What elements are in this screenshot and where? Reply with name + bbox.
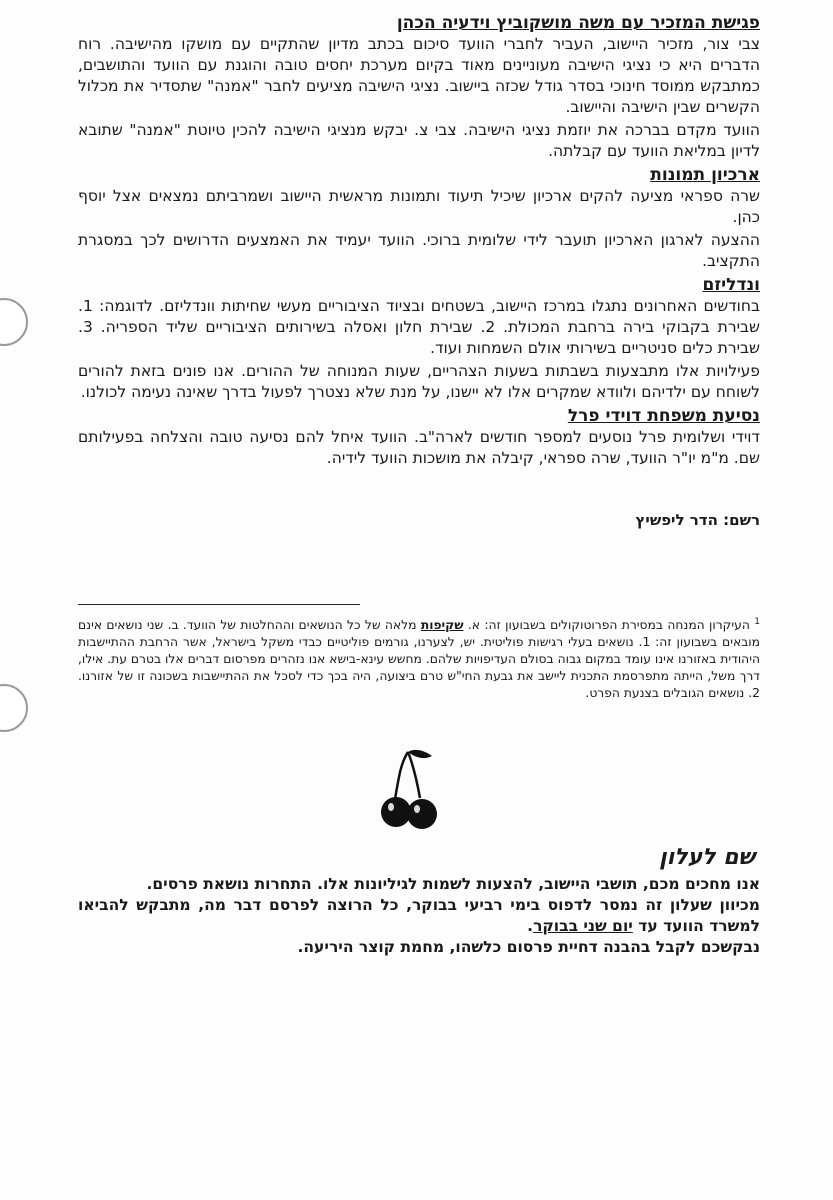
paragraph: פעילויות אלו מתבצעות בשבתות בשעות הצהריים, שעות המנוחה של ההורים. אנו פונים בזאת להורים לשוחח עם ילדיהם ולוודא שמקרים אלו לא יישנו, על מנת שלא נצטרך לפעול בדרך שאינה נעימה לכולנו. — [78, 362, 760, 401]
minutes-body — [78, 12, 760, 529]
paragraph: צבי צור, מזכיר היישוב, העביר לחברי הוועד סיכום בכתב מדיון שהתקיים עם מושקו מהישיבה. רוח הדברים היא כי נציגי הישיבה מעוניינים מאוד בקיום מערכת יחסים טובה והוגנת עם הוועד והתושבים, כמתבקש ממוסד חינוכי בסדר גודל שכזה ביישוב. נציגי הישיבה מציעים לחבר "אמנה" שתסדיר את מכלול הקשרים שבין הישיבה והיישוב. — [78, 35, 760, 116]
name-contest-body — [78, 874, 760, 958]
cherries-icon — [378, 748, 442, 834]
section-heading: פגישת המזכיר עם משה מושקוביץ וידעיה הכהן — [396, 13, 760, 33]
footnote-text: מלאה של כל הנושאים וההחלטות של הוועד. ב. שני נושאים אינם מובאים בשבועון זה: 1. נושאים בעלי רגישות פוליטית. יש, לצערנו, גורמים פוליטיים כבדי משקל בישראל, אשר הרחבת ההתיישבות היהודית באזורנו אינו עומד במקום גבוה בסולם העדיפויות שלהם. מחשש עינא-בישא אנו נזהרים מפרסום דברים אלו בטרם עת. אילו, דרך משל, הייתה מתפרסמת התכנית ליישב את גבעת החי"ש טרם ביצועה, היה בכך כדי לסכל את ההתיישבות בשכונה זו של אזורנו. 2. נושאים הגובלים בצנעת הפרט. — [78, 618, 761, 701]
paragraph: אנו מחכים מכם, תושבי היישוב, להצעות לשמות לגיליונות אלו. התחרות נושאת פרסים. — [146, 875, 760, 893]
name-contest-title: שם לעלון — [659, 845, 755, 870]
section-heading: ארכיון תמונות — [650, 165, 760, 185]
section-heading: נסיעת משפחת דוידי פרל — [567, 406, 760, 426]
section-heading: ונדליזם — [702, 275, 760, 295]
paragraph: שרה ספראי מציעה להקים ארכיון שיכיל תיעוד ותמונות מראשית היישוב ושמרביתם נמצאים אצל יוסף כהן. — [78, 187, 760, 226]
paragraph: נבקשכם לקבל בהבנה דחיית פרסום כלשהו, מחמת קוצר היריעה. — [297, 938, 760, 956]
paragraph-text: . — [527, 917, 534, 935]
footnote-marker: 1 — [754, 617, 760, 627]
paragraph: ההצעה לארגון הארכיון תועבר לידי שלומית ברוכי. הוועד יעמיד את האמצעים הדרושים לכך במסגרת התקציב. — [78, 231, 760, 270]
footnote-divider — [78, 604, 360, 605]
footnote-intro: העיקרון המנחה במסירת הפרוטוקולים בשבועון זה: א. — [463, 618, 750, 633]
punch-hole — [0, 298, 28, 346]
paragraph: הוועד מקדם בברכה את יוזמת נציגי הישיבה. צבי צ. יבקש מנציגי הישיבה להכין טיוטת "אמנה" שתובא לדיון במליאת הוועד עם קבלתה. — [78, 121, 760, 160]
paragraph: בחודשים האחרונים נתגלו במרכז היישוב, בשטחים ובציוד הציבוריים מעשי שחיתות וונדליזם. לדוגמה: 1. שבירת בקבוקי בירה ברחבת המכולת. 2. שבירת חלון ואסלה בשירותים הציבוריים שליד הספריה. 3. שבירת כלים סניטריים בשירותי אולם השמחות ועוד. — [78, 297, 760, 357]
punch-hole — [0, 684, 28, 732]
paragraph: דוידי ושלומית פרל נוסעים למספר חודשים לארה"ב. הוועד איחל להם נסיעה טובה והצלחה בפעילותם שם. מ"מ יו"ר הוועד, שרה ספראי, קיבלה את מושכות הוועד לידיה. — [78, 428, 760, 467]
recorder-signature: רשם: הדר ליפשיץ — [635, 511, 760, 529]
paragraph-text: מכיוון שעלון זה נמסר לדפוס בימי רביעי בבוקר, כל הרוצה לפרסם דבר מה, מתבקש להביאו למשרד הוועד עד — [78, 896, 760, 935]
paragraph — [78, 895, 760, 937]
footnote — [78, 614, 760, 702]
deadline-emphasis: יום שני בבוקר — [533, 917, 633, 935]
footnote-emphasis: שקיפות — [420, 618, 464, 633]
